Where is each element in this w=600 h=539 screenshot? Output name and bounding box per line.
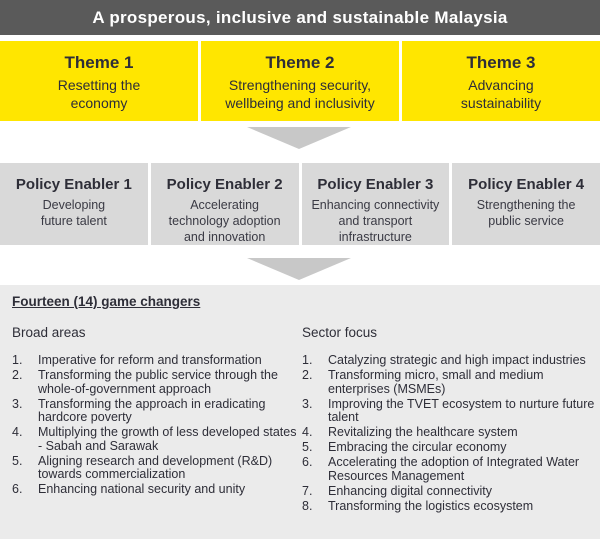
item-text: Aligning research and development (R&D) towards commercialization	[38, 453, 273, 481]
policy-enabler-4	[452, 163, 600, 245]
down-arrow-2	[247, 258, 351, 280]
list-item	[302, 354, 597, 368]
list-item	[302, 426, 597, 440]
theme-1	[0, 41, 198, 121]
item-number: 2.	[12, 368, 23, 382]
list-item	[12, 398, 297, 425]
list-item	[12, 455, 297, 482]
policy-enablers-row	[0, 163, 600, 245]
theme-desc: Resetting the economy	[57, 77, 141, 111]
game-changers-title: Fourteen (14) game changers	[12, 294, 201, 309]
item-text: Improving the TVET ecosystem to nurture future talent	[328, 396, 595, 424]
enabler-title: Policy Enabler 4	[468, 176, 585, 193]
item-number: 6.	[12, 482, 23, 496]
enabler-desc: Strengthening the public service	[476, 198, 576, 228]
policy-enabler-2	[151, 163, 299, 245]
vision-title: A prosperous, inclusive and sustainable Malaysia	[92, 7, 508, 27]
list-item	[12, 354, 297, 368]
item-text: Catalyzing strategic and high impact industries	[328, 353, 586, 367]
list-item	[302, 485, 597, 499]
enabler-title: Policy Enabler 1	[15, 176, 132, 193]
theme-desc: Advancing sustainability	[460, 77, 542, 111]
list-item	[302, 500, 597, 514]
policy-enabler-1	[0, 163, 148, 245]
item-number: 1.	[302, 353, 313, 367]
list-item	[302, 398, 597, 425]
broad-areas-column	[12, 325, 297, 498]
item-number: 7.	[302, 483, 313, 498]
item-number: 5.	[302, 440, 313, 454]
item-text: Transforming the logistics ecosystem	[328, 498, 534, 513]
item-number: 5.	[12, 453, 23, 468]
item-text: Embracing the circular economy	[328, 440, 507, 454]
enabler-desc: Developing future talent	[40, 198, 107, 228]
list-item	[12, 483, 297, 497]
item-text: Enhancing digital connectivity	[328, 483, 492, 498]
enabler-desc: Accelerating technology adoption and innovation	[168, 198, 281, 244]
item-number: 3.	[302, 396, 313, 411]
theme-desc: Strengthening security, wellbeing and inclusivity	[225, 77, 375, 111]
item-number: 1.	[12, 353, 23, 367]
item-number: 2.	[302, 368, 313, 382]
game-changers-panel	[0, 285, 600, 539]
theme-2	[201, 41, 399, 121]
enabler-desc: Enhancing connectivity and transport infrastructure	[311, 198, 440, 244]
list-item	[302, 456, 597, 483]
item-text: Transforming micro, small and medium enterprises (MSMEs)	[328, 368, 544, 396]
themes-row	[0, 41, 600, 121]
sector-focus-list	[302, 354, 597, 513]
broad-areas-heading: Broad areas	[12, 325, 86, 340]
item-number: 6.	[302, 455, 313, 469]
policy-enabler-3	[302, 163, 450, 245]
item-text: Multiplying the growth of less developed states - Sabah and Sarawak	[38, 425, 297, 453]
theme-3	[402, 41, 600, 121]
down-arrow-1	[247, 127, 351, 149]
broad-areas-list	[12, 354, 297, 497]
item-number: 4.	[12, 425, 23, 439]
item-number: 3.	[12, 396, 23, 411]
item-text: Revitalizing the healthcare system	[328, 425, 518, 439]
list-item	[302, 369, 597, 396]
list-item	[12, 369, 297, 396]
item-text: Transforming the public service through the whole-of-government approach	[38, 368, 278, 396]
item-text: Transforming the approach in eradicating hardcore poverty	[38, 396, 266, 424]
theme-title: Theme 1	[64, 53, 134, 72]
sector-focus-column	[302, 325, 597, 515]
sector-focus-heading: Sector focus	[302, 325, 378, 340]
item-text: Accelerating the adoption of Integrated Water Resources Management	[328, 455, 580, 483]
item-number: 8.	[302, 498, 313, 513]
theme-title: Theme 2	[265, 53, 335, 72]
enabler-title: Policy Enabler 2	[166, 176, 283, 193]
theme-title: Theme 3	[466, 53, 536, 72]
list-item	[302, 441, 597, 455]
vision-header	[0, 0, 600, 35]
item-text: Imperative for reform and transformation	[38, 353, 262, 367]
item-text: Enhancing national security and unity	[38, 482, 246, 496]
item-number: 4.	[302, 425, 313, 439]
enabler-title: Policy Enabler 3	[317, 176, 434, 193]
list-item	[12, 426, 297, 453]
